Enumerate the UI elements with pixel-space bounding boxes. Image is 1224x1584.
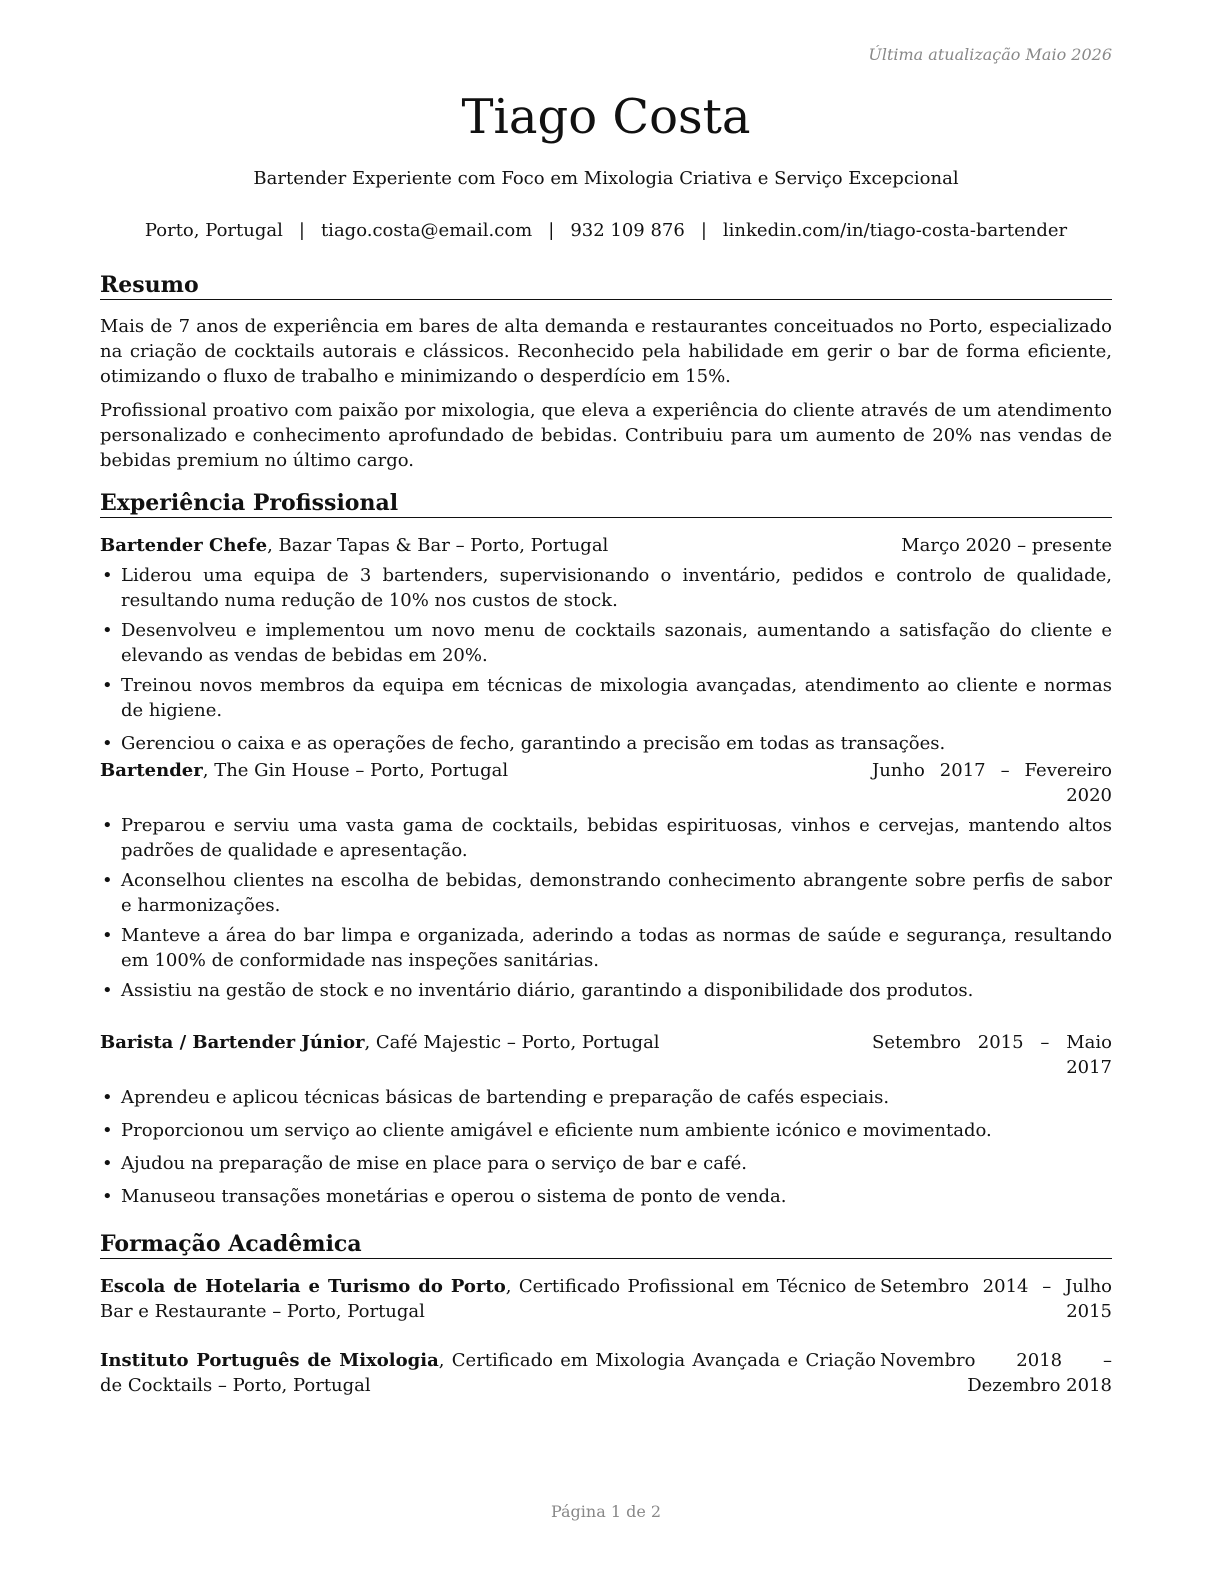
job-place: , The Gin House – Porto, Portugal bbox=[202, 760, 509, 781]
section-title-summary: Resumo bbox=[100, 272, 1112, 300]
list-item: • Liderou uma equipa de 3 bartenders, supervisionando o inventário, pedidos e controlo de qualidade, resultando numa redução de 10% nos custos de stock. bbox=[100, 563, 1112, 613]
resume-page bbox=[100, 0, 1112, 1584]
job-date: Setembro 2015 – Maio 2017 bbox=[872, 1032, 1112, 1078]
education-entry bbox=[100, 1348, 1112, 1398]
job-role: Barista / Bartender Júnior bbox=[100, 1032, 365, 1053]
section-title-education: Formação Acadêmica bbox=[100, 1231, 1112, 1259]
headline: Bartender Experiente com Foco em Mixologia Criativa e Serviço Excepcional bbox=[253, 168, 959, 189]
list-item: • Manteve a área do bar limpa e organizada, aderindo a todas as normas de saúde e segurança, resultando em 100% de conformidade nas inspeções sanitárias. bbox=[100, 923, 1112, 973]
list-item: • Gerenciou o caixa e as operações de fecho, garantindo a precisão em todas as transações. bbox=[100, 731, 1112, 756]
list-item: • Ajudou na preparação de mise en place para o serviço de bar e café. bbox=[100, 1151, 1112, 1176]
job-date: Junho 2017 – Fevereiro 2020 bbox=[872, 760, 1112, 806]
contact-email[interactable]: tiago.costa@email.com bbox=[320, 220, 533, 241]
education-text bbox=[100, 1274, 876, 1324]
education-detail: , Certificado em Mixologia Avançada e Criação de Cocktails – Porto, Portugal bbox=[100, 1350, 877, 1396]
education-date: Novembro 2018 – Dezembro 2018 bbox=[880, 1350, 1112, 1396]
job-entry bbox=[100, 758, 1112, 1003]
page-number: Página 1 de 2 bbox=[550, 1502, 662, 1521]
job-header bbox=[100, 758, 1112, 808]
summary-paragraph: Mais de 7 anos de experiência em bares de alta demanda e restaurantes conceituados no Porto, especializado na criação de cocktails autorais e clássicos. Reconhecido pela habilidade em gerir o bar de forma eficiente, otimizando o fluxo de trabalho e minimizando o desperdício em 15%. bbox=[100, 316, 1112, 387]
education-detail: , Certificado Profissional em Técnico de Bar e Restaurante – Porto, Portugal bbox=[100, 1276, 876, 1322]
job-bullets bbox=[100, 813, 1112, 1003]
contact-location: Porto, Portugal bbox=[144, 220, 283, 241]
job-role: Bartender Chefe bbox=[100, 535, 268, 556]
summary-paragraph: Profissional proativo com paixão por mixologia, que eleva a experiência do cliente através de um atendimento personalizado e conhecimento aprofundado de bebidas. Contribuiu para um aumento de 20% nas vendas de bebidas premium no último cargo. bbox=[100, 400, 1112, 471]
job-date: Março 2020 – presente bbox=[901, 535, 1112, 556]
education-school: Escola de Hotelaria e Turismo do Porto bbox=[100, 1276, 506, 1297]
education-entry bbox=[100, 1274, 1112, 1324]
job-header bbox=[100, 1030, 1112, 1080]
contact-separator: | bbox=[298, 220, 305, 241]
job-entry bbox=[100, 533, 1112, 756]
candidate-name: Tiago Costa bbox=[461, 89, 751, 145]
contact-linkedin[interactable]: linkedin.com/in/tiago-costa-bartender bbox=[722, 220, 1068, 241]
list-item: • Manuseou transações monetárias e operou o sistema de ponto de venda. bbox=[100, 1184, 1112, 1209]
contact-phone: 932 109 876 bbox=[570, 220, 685, 241]
list-item: • Preparou e serviu uma vasta gama de cocktails, bebidas espirituosas, vinhos e cervejas, mantendo altos padrões de qualidade e apresentação. bbox=[100, 813, 1112, 863]
job-place: , Café Majestic – Porto, Portugal bbox=[364, 1032, 660, 1053]
summary-section bbox=[100, 272, 1112, 473]
contact-line bbox=[100, 219, 1112, 243]
list-item: • Treinou novos membros da equipa em técnicas de mixologia avançadas, atendimento ao cliente e normas de higiene. bbox=[100, 673, 1112, 723]
list-item: • Aprendeu e aplicou técnicas básicas de bartending e preparação de cafés especiais. bbox=[100, 1085, 1112, 1110]
contact-separator: | bbox=[700, 220, 707, 241]
list-item: • Proporcionou um serviço ao cliente amigável e eficiente num ambiente icónico e movimentado. bbox=[100, 1118, 1112, 1143]
job-bullets bbox=[100, 563, 1112, 756]
job-header bbox=[100, 533, 1112, 558]
contact-separator: | bbox=[548, 220, 555, 241]
list-item: • Assistiu na gestão de stock e no inventário diário, garantindo a disponibilidade dos produtos. bbox=[100, 978, 1112, 1003]
job-bullets bbox=[100, 1085, 1112, 1209]
list-item: • Aconselhou clientes na escolha de bebidas, demonstrando conhecimento abrangente sobre perfis de sabor e harmonizações. bbox=[100, 868, 1112, 918]
last-updated: Última atualização Maio 2026 bbox=[868, 45, 1112, 64]
experience-section bbox=[100, 490, 1112, 518]
education-date: Setembro 2014 – Julho 2015 bbox=[880, 1276, 1112, 1322]
list-item: • Desenvolveu e implementou um novo menu de cocktails sazonais, aumentando a satisfação do cliente e elevando as vendas de bebidas em 20%. bbox=[100, 618, 1112, 668]
job-role: Bartender bbox=[100, 760, 203, 781]
education-school: Instituto Português de Mixologia bbox=[100, 1350, 439, 1371]
education-text bbox=[100, 1348, 876, 1398]
education-section bbox=[100, 1231, 1112, 1259]
job-entry bbox=[100, 1030, 1112, 1209]
job-place: , Bazar Tapas & Bar – Porto, Portugal bbox=[267, 535, 609, 556]
section-title-experience: Experiência Profissional bbox=[100, 490, 1112, 518]
